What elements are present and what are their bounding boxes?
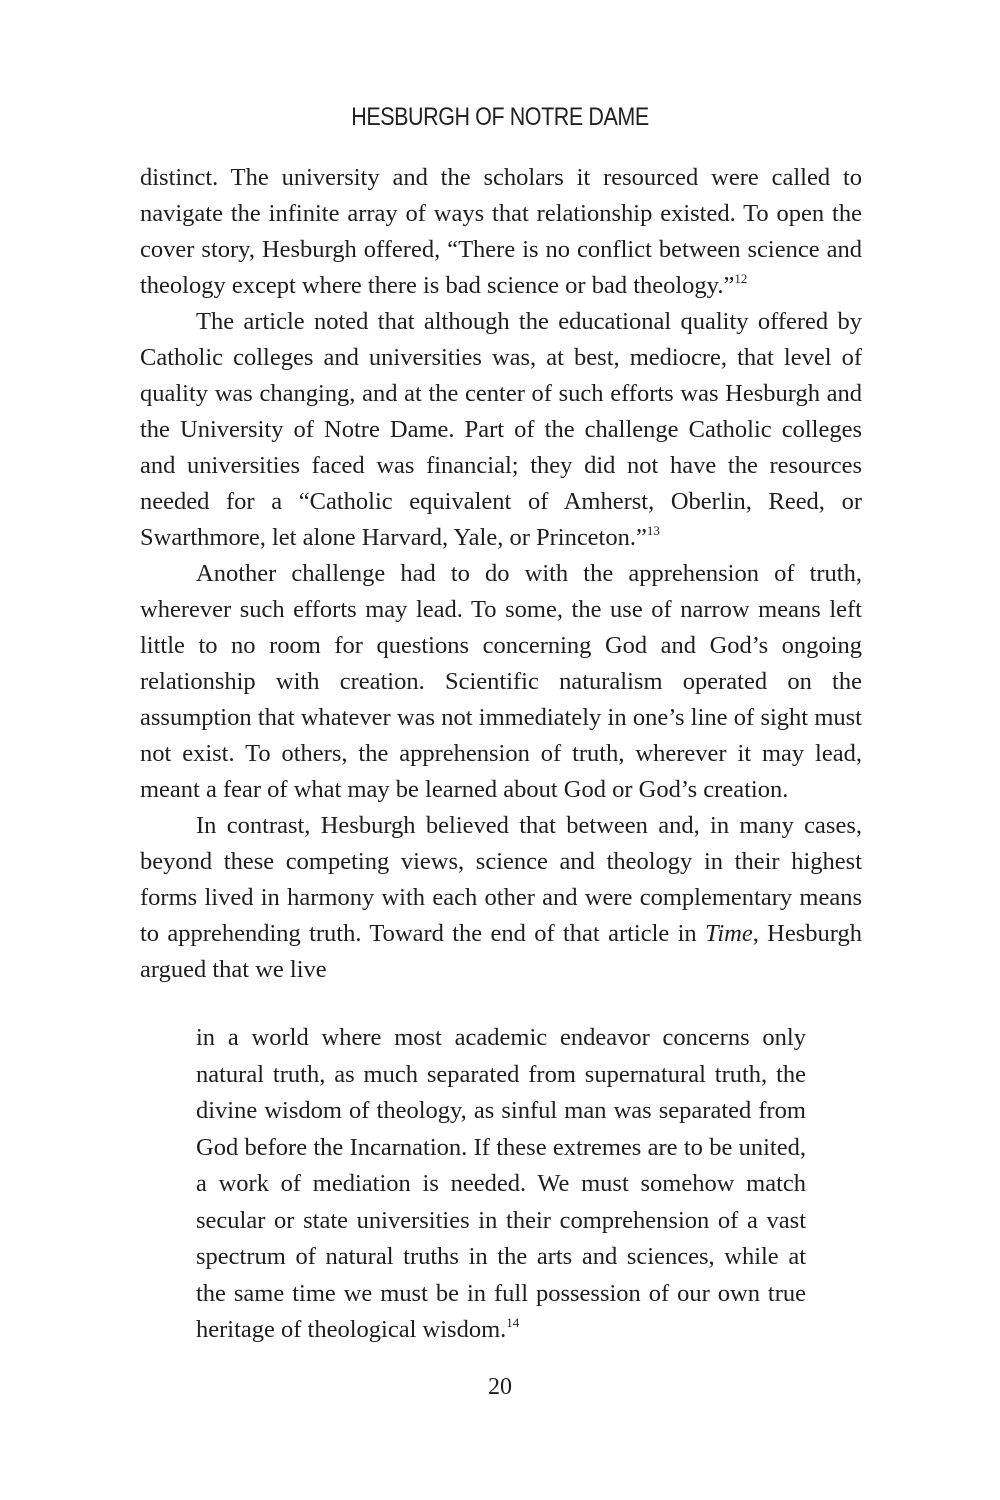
paragraph-2-text: The article noted that although the educational quality offered by Catholic colleges and universities was, at best, mediocre, that level of quality was changing, and at the center of such efforts was Hesburgh and the University of Notre Dame. Part of the challenge Catholic colleges and universities faced was financial; they did not have the resources needed for a “Catholic equivalent of Amherst, Oberlin, Reed, or Swarthmore, let alone Harvard, Yale, or Princeton.”: [140, 308, 862, 551]
running-head: HESBURGH OF NOTRE DAME: [351, 103, 649, 131]
paragraph-4-text-end: , Hesburgh argued that we live: [140, 920, 862, 983]
block-quote-paragraph: [196, 1020, 806, 1349]
journal-title-time: Time: [705, 920, 753, 947]
paragraph-2: [140, 304, 862, 556]
body-text: [140, 160, 862, 988]
footnote-ref-14: 14: [506, 1315, 520, 1330]
paragraph-4: [140, 808, 862, 988]
block-quote: [196, 1020, 806, 1349]
block-quote-text: in a world where most academic endeavor concerns only natural truth, as much separated from supernatural truth, the divine wisdom of theology, as sinful man was separated from God before the Incarnation. If these extremes are to be united, a work of mediation is needed. We must somehow match secular or state universities in their comprehension of a vast spectrum of natural truths in the arts and sciences, while at the same time we must be in full possession of our own true heritage of theological wisdom.: [196, 1024, 806, 1343]
paragraph-3-text: Another challenge had to do with the apprehension of truth, wherever such efforts may lead. To some, the use of narrow means left little to no room for questions concerning God and God’s ongoing relationship with creation. Scientific naturalism operated on the assumption that whatever was not immediately in one’s line of sight must not exist. To others, the apprehension of truth, wherever it may lead, meant a fear of what may be learned about God or God’s creation.: [140, 560, 862, 803]
paragraph-1-text: distinct. The university and the scholars it resourced were called to navigate the infinite array of ways that relationship existed. To open the cover story, Hesburgh offered, “There is no conflict between science and theology except where there is bad science or bad theology.”: [140, 164, 862, 299]
footnote-ref-13: 13: [646, 523, 660, 538]
page-number: 20: [488, 1374, 512, 1400]
footnote-ref-12: 12: [734, 271, 748, 286]
paragraph-1: [140, 160, 862, 304]
paragraph-4-text: In contrast, Hesburgh believed that between and, in many cases, beyond these competing views, science and theology in their highest forms lived in harmony with each other and were complementary means to apprehending truth. Toward the end of that article in: [140, 812, 862, 947]
paragraph-3: [140, 556, 862, 808]
